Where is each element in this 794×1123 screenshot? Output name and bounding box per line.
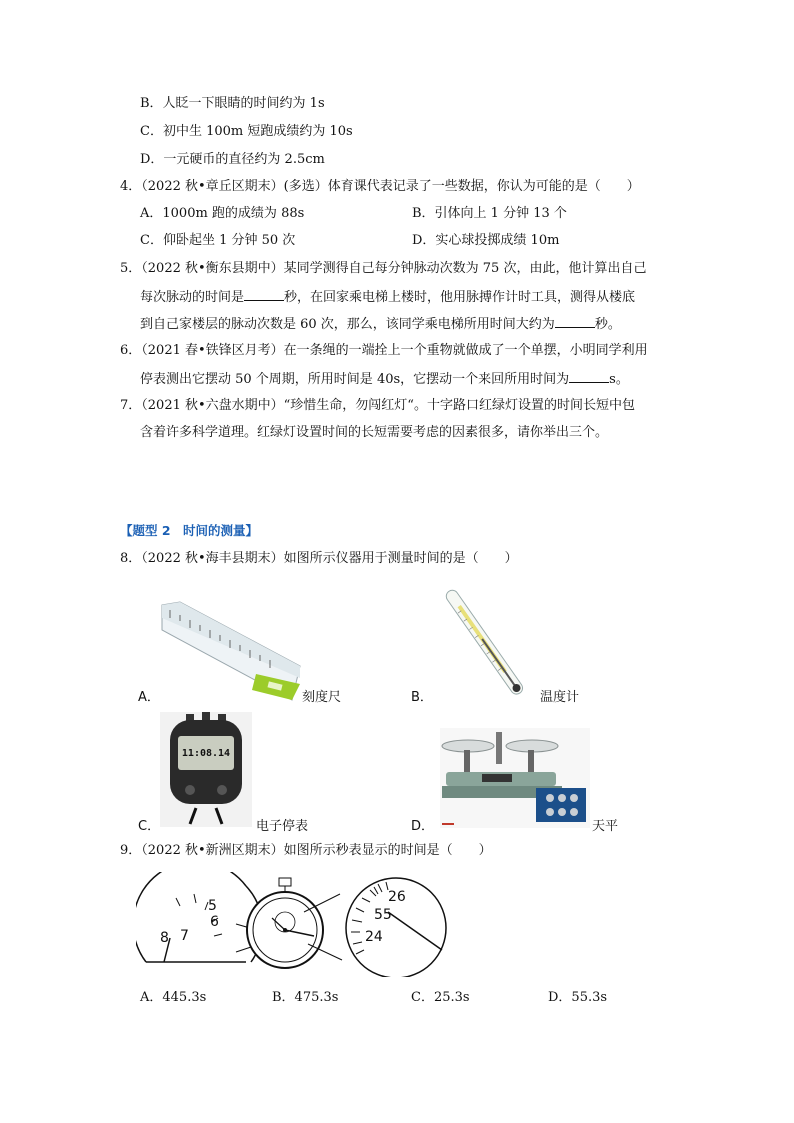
q9-option-b: B．475.3s [272,990,339,1005]
q5-line-3 [140,314,621,334]
q5-line-2 [140,287,635,307]
dial-label-7: 7 [180,928,189,944]
q9-option-a: A．445.3s [140,990,207,1005]
ruler-image [160,600,302,705]
dial-label-26: 26 [388,889,406,905]
q8-stem: 8．（2022 秋•海丰县期末）如图所示仪器用于测量时间的是（ ） [120,551,518,566]
q3-option-b: B．人眨一下眼睛的时间约为 1s [140,96,325,111]
q9-stem: 9．（2022 秋•新洲区期末）如图所示秒表显示的时间是（ ） [120,843,492,858]
q7-line-2: 含着许多科学道理。红绿灯设置时间的长短需要考虑的因素很多，请你举出三个。 [140,425,609,440]
dial-label-55: 55 [374,907,392,923]
q6-line-1: 6．（2021 春•铁锋区月考）在一条绳的一端拴上一个重物就做成了一个单摆，小明同学利用 [120,343,648,358]
stopwatch-drawing [160,712,252,827]
thermometer-image [430,578,540,708]
q9-option-c: C．25.3s [411,990,470,1005]
q5-answer-blank-1[interactable] [244,287,284,301]
q7-line-1: 7．（2021 秋•六盘水期中）“珍惜生命，勿闯红灯“。十字路口红绿灯设置的时间长短中包 [120,398,635,413]
q8-option-b-letter: B． [411,690,433,705]
q3-option-d: D．一元硬币的直径约为 2.5cm [140,152,325,167]
q4-option-c: C．仰卧起坐 1 分钟 50 次 [140,233,296,248]
q4-option-b: B．引体向上 1 分钟 13 个 [412,206,567,221]
q4-stem: 4．（2022 秋•章丘区期末）(多选）体育课代表记录了一些数据，你认为可能的是（ ） [120,179,640,194]
q8-option-a-letter: A． [138,690,160,705]
q8-option-a-caption: 刻度尺 [302,690,342,705]
q4-option-d: D．实心球投掷成绩 10m [412,233,560,248]
q8-option-d-letter: D． [411,819,435,834]
q5-line-2-text-a: 每次脉动的时间是 [140,290,245,305]
stopwatch-display: 11:08.14 [181,748,231,759]
q5-answer-blank-2[interactable] [555,314,595,328]
section-heading: 【题型 2 时间的测量】 [120,523,259,538]
q5-line-1: 5．（2022 秋•衡东县期中）某同学测得自己每分钟脉动次数为 75 次，由此，他计算出自己 [120,261,647,276]
q5-line-2-text-b: 秒，在回家乘电梯上楼时，他用脉搏作计时工具，测得从楼底 [284,290,636,305]
q6-line-2 [140,369,629,389]
balance-image [440,728,590,828]
q9-option-d: D．55.3s [548,990,608,1005]
q5-line-3-text-a: 到自己家楼层的脉动次数是 60 次，那么，该同学乘电梯所用时间大约为 [140,317,555,332]
q8-option-c-caption: 电子停表 [256,819,309,834]
dial-label-5: 5 [208,898,217,914]
q4-option-a: A．1000m 跑的成绩为 88s [140,206,305,221]
q3-option-c: C．初中生 100m 短跑成绩约为 10s [140,124,353,139]
mechanical-stopwatch-diagram [136,872,456,977]
stopwatch-image [160,712,252,827]
dial-label-8: 8 [160,930,169,946]
q5-line-3-text-b: 秒。 [594,317,621,332]
dial-label-24: 24 [365,929,383,945]
q8-option-b-caption: 温度计 [540,690,580,705]
q8-option-c-letter: C． [138,819,161,834]
q6-line-2-text-a: 停表测出它摆动 50 个周期，所用时间是 40s，它摆动一个来回所用时间为 [140,372,570,387]
q8-option-d-caption: 天平 [592,819,619,834]
q6-answer-blank[interactable] [569,369,609,383]
dial-label-6: 6 [210,914,219,930]
q6-line-2-text-b: s。 [609,372,629,387]
